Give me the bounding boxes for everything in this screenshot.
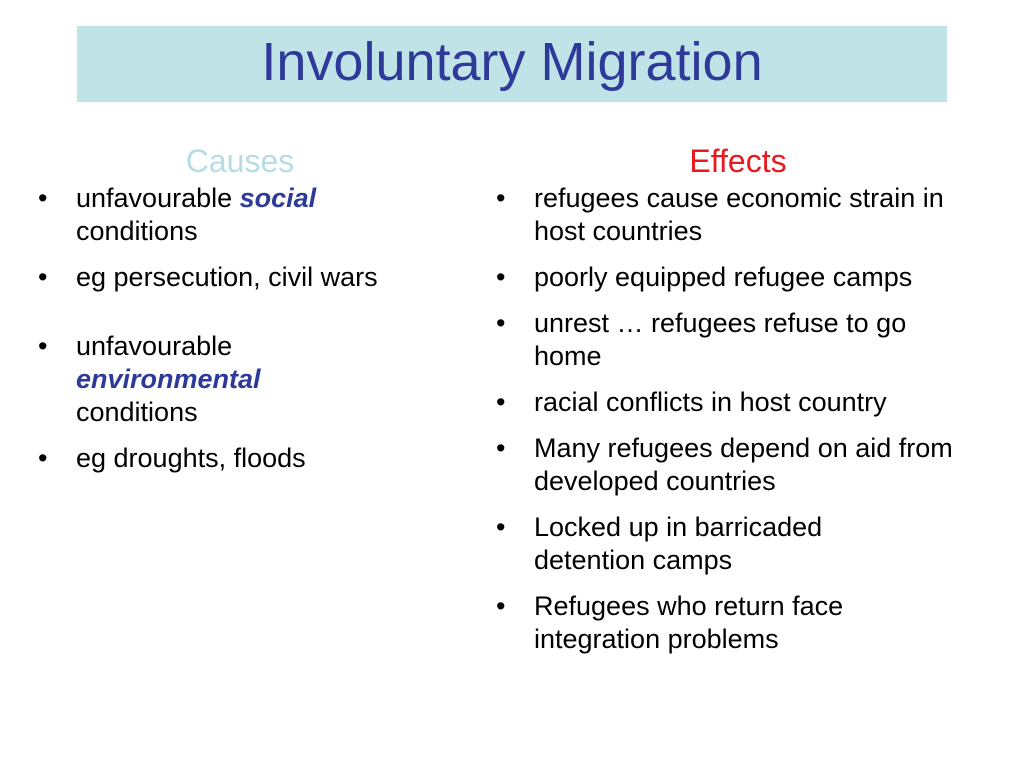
bullet-icon: • [496, 387, 506, 417]
effects-item [488, 261, 944, 294]
causes-item-text: eg persecution, civil wars [76, 262, 378, 292]
effects-item-text: Many refugees depend on aid from developed countries [534, 433, 953, 496]
effects-item [488, 511, 934, 577]
emphasis-environmental: environmental [76, 364, 261, 394]
causes-list [30, 182, 430, 475]
effects-list [488, 182, 1008, 656]
causes-item-text: conditions [76, 216, 198, 246]
effects-item [488, 590, 954, 656]
causes-item-persecution [30, 261, 436, 294]
effects-item [488, 182, 944, 248]
causes-item-droughts [30, 442, 436, 475]
bullet-icon: • [496, 591, 506, 621]
effects-item-text: poorly equipped refugee camps [534, 262, 913, 292]
bullet-icon: • [38, 331, 48, 361]
bullet-icon: • [496, 433, 506, 463]
effects-column [488, 142, 1008, 669]
causes-item-social [30, 182, 436, 248]
causes-column [30, 142, 430, 488]
effects-item-text: Refugees who return face integration problems [534, 591, 844, 654]
causes-item-text: conditions [76, 397, 198, 427]
bullet-icon: • [496, 262, 506, 292]
effects-item [488, 432, 1014, 498]
effects-heading: Effects [689, 143, 787, 179]
bullet-icon: • [496, 308, 506, 338]
effects-item-text: refugees cause economic strain in host countries [534, 183, 944, 246]
bullet-icon: • [38, 262, 48, 292]
title-banner [77, 26, 947, 102]
slide-title: Involuntary Migration [261, 32, 763, 92]
effects-item [488, 307, 964, 373]
bullet-icon: • [496, 512, 506, 542]
causes-item-text: unfavourable [76, 183, 240, 213]
causes-item-environmental [30, 330, 366, 429]
causes-heading: Causes [185, 143, 295, 179]
bullet-icon: • [496, 183, 506, 213]
effects-item-text: unrest … refugees refuse to go home [534, 308, 907, 371]
effects-item-text: Locked up in barricaded detention camps [534, 512, 823, 575]
causes-item-text: eg droughts, floods [76, 443, 306, 473]
emphasis-social: social [239, 183, 317, 213]
effects-item [488, 386, 1014, 419]
effects-item-text: racial conflicts in host country [534, 387, 887, 417]
bullet-icon: • [38, 443, 48, 473]
bullet-icon: • [38, 183, 48, 213]
causes-item-text: unfavourable [76, 331, 233, 361]
